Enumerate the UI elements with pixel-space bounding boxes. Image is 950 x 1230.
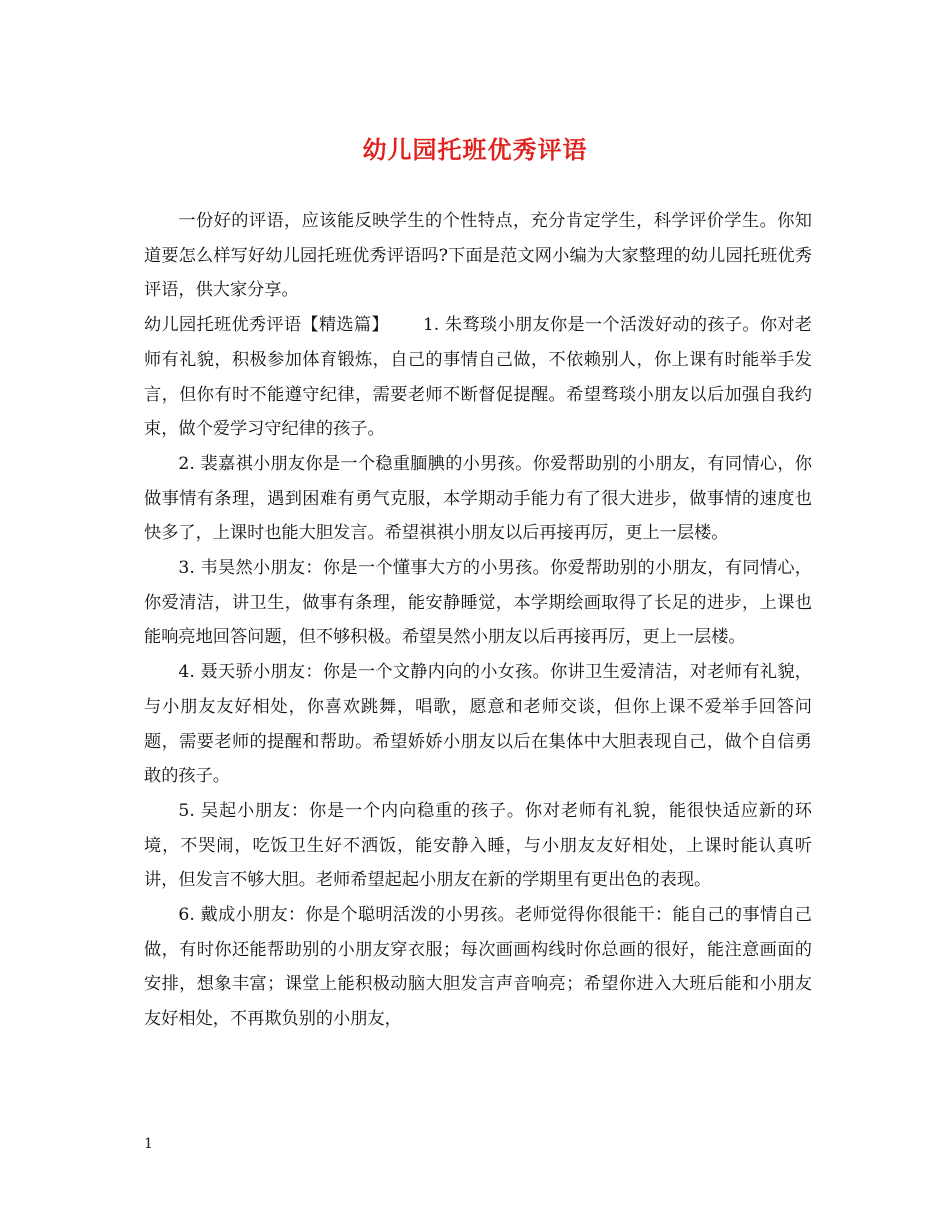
comment-item-4: 4. 聂天骄小朋友：你是一个文静内向的小女孩。你讲卫生爱清洁，对老师有礼貌，与小朋友友好相处，你喜欢跳舞，唱歌，愿意和老师交谈，但你上课不爱举手回答问题，需要老师的提醒和帮助。希望娇娇小朋友以后在集体中大胆表现自己，做个自信勇敢的孩子。 [144, 662, 812, 787]
document-title: 幼儿园托班优秀评语 [362, 135, 588, 164]
section-heading: 幼儿园托班优秀评语【精选篇】 [144, 315, 389, 336]
comment-item-5: 5. 吴起小朋友：你是一个内向稳重的孩子。你对老师有礼貌，能很快适应新的环境，不哭闹，吃饭卫生好不洒饭，能安静入睡，与小朋友友好相处，上课时能认真听讲，但发言不够大胆。老师希望起起小朋友在新的学期里有更出色的表现。 [144, 800, 812, 891]
page-number: 1 [144, 1136, 153, 1152]
section-paragraph-1 [144, 308, 812, 447]
comment-item-2: 2. 裴嘉祺小朋友你是一个稳重腼腆的小男孩。你爱帮助别的小朋友，有同情心，你做事情有条理，遇到困难有勇气克服，本学期动手能力有了很大进步，做事情的速度也快多了，上课时也能大胆发言。希望祺祺小朋友以后再接再厉，更上一层楼。 [144, 453, 812, 544]
comment-item-3: 3. 韦昊然小朋友：你是一个懂事大方的小男孩。你爱帮助别的小朋友，有同情心，你爱清洁，讲卫生，做事有条理，能安静睡觉，本学期绘画取得了长足的进步，上课也能响亮地回答问题，但不够积极。希望昊然小朋友以后再接再厉，更上一层楼。 [144, 558, 812, 648]
document-body [144, 204, 812, 1037]
intro-paragraph: 一份好的评语，应该能反映学生的个性特点，充分肯定学生，科学评价学生。你知道要怎么样写好幼儿园托班优秀评语吗?下面是范文网小编为大家整理的幼儿园托班优秀评语，供大家分享。 [144, 211, 812, 301]
comment-item-6: 6. 戴成小朋友：你是个聪明活泼的小男孩。老师觉得你很能干：能自己的事情自己做，有时你还能帮助别的小朋友穿衣服；每次画画构线时你总画的很好，能注意画面的安排，想象丰富；课堂上能积极动脑大胆发言声音响亮；希望你进入大班后能和小朋友友好相处，不再欺负别的小朋友， [144, 905, 812, 1030]
comment-item-1: 1. 朱骛琰小朋友你是一个活泼好动的孩子。你对老师有礼貌，积极参加体育锻炼，自己的事情自己做，不依赖别人，你上课有时能举手发言，但你有时不能遵守纪律，需要老师不断督促提醒。希望骛琰小朋友以后加强自我约束，做个爱学习守纪律的孩子。 [144, 315, 812, 440]
